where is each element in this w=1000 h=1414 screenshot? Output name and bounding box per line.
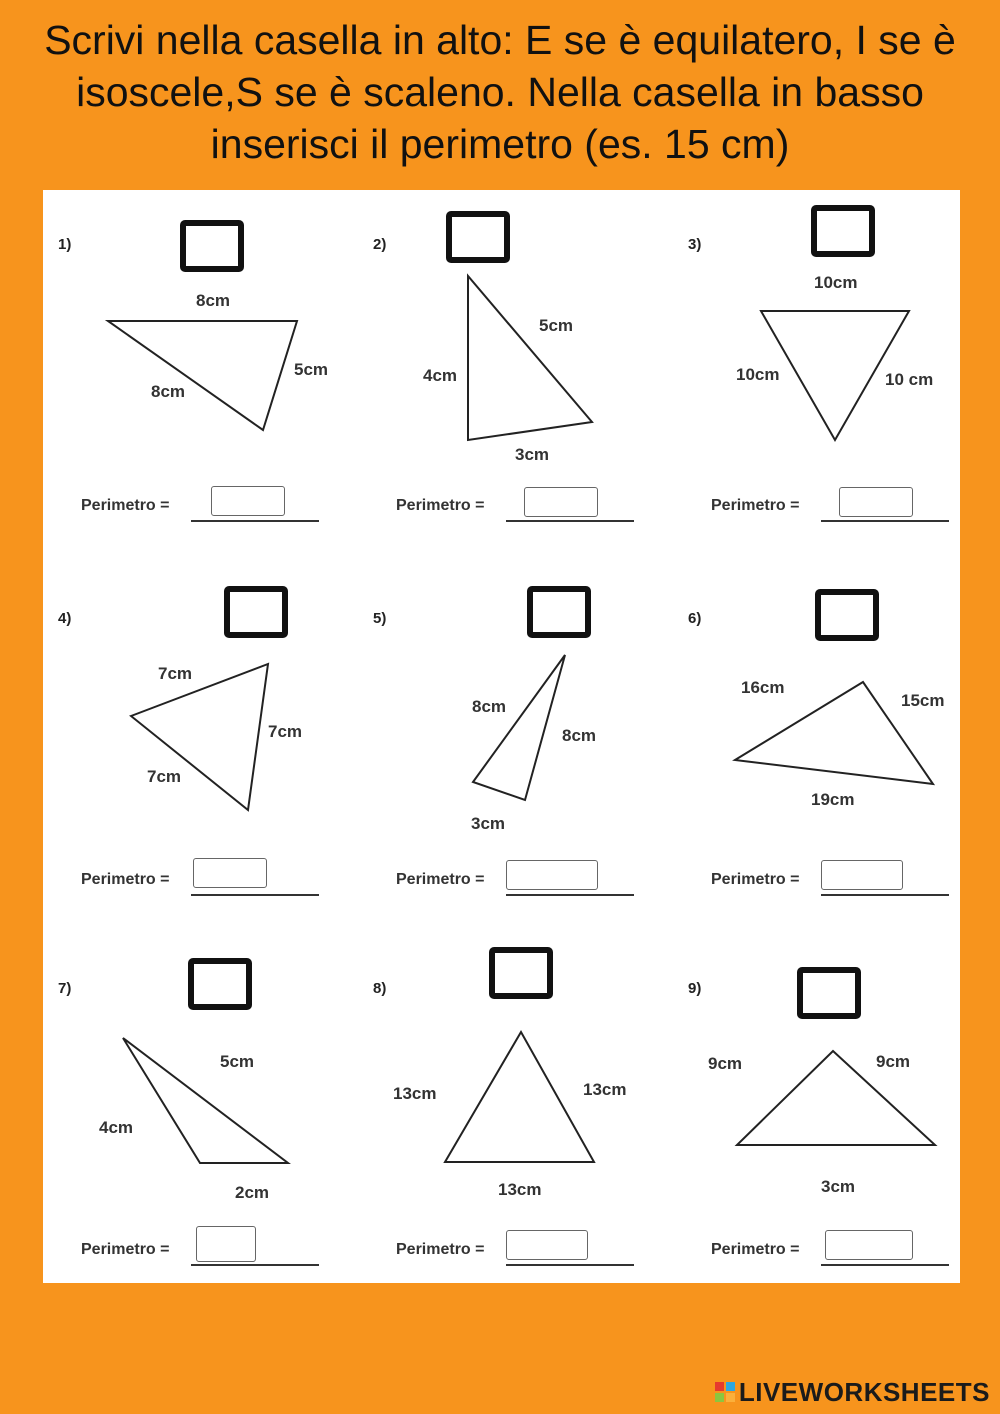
- side-label: 15cm: [901, 691, 945, 710]
- side-label: 8cm: [196, 291, 231, 310]
- side-label: 7cm: [158, 664, 193, 683]
- exercise-1: [43, 190, 358, 555]
- perimeter-label: Perimetro =: [711, 871, 800, 888]
- side-label: 7cm: [268, 722, 303, 741]
- exercise-number: 4): [58, 610, 72, 627]
- perimeter-label: Perimetro =: [396, 497, 485, 514]
- perimeter-underline: [506, 520, 634, 522]
- side-label: 4cm: [423, 366, 458, 385]
- exercise-number: 3): [688, 236, 702, 253]
- perimeter-label: Perimetro =: [81, 1241, 170, 1258]
- side-label: 10cm: [814, 273, 858, 292]
- perimeter-underline: [821, 1264, 949, 1266]
- side-label: 3cm: [471, 814, 506, 833]
- instructions-title: Scrivi nella casella in alto: E se è equilatero, I se è isoscele,S se è scaleno. Nella casella in basso inserisci il perimetro (es. 15 cm): [44, 17, 956, 167]
- exercise-2: [358, 190, 673, 555]
- exercise-number: 1): [58, 236, 72, 253]
- side-label: 8cm: [472, 697, 507, 716]
- perimeter-input[interactable]: [506, 1230, 588, 1260]
- perimeter-input[interactable]: [821, 860, 903, 890]
- side-label: 5cm: [294, 360, 329, 379]
- perimeter-underline: [191, 1264, 319, 1266]
- perimeter-underline: [506, 1264, 634, 1266]
- exercise-7: [43, 934, 358, 1299]
- exercise-4: [43, 564, 358, 929]
- perimeter-input[interactable]: [524, 487, 598, 517]
- perimeter-underline: [821, 520, 949, 522]
- exercise-number: 2): [373, 236, 387, 253]
- side-label: 13cm: [498, 1180, 542, 1199]
- exercise-3: [673, 190, 988, 555]
- perimeter-input[interactable]: [839, 487, 913, 517]
- side-label: 5cm: [539, 316, 574, 335]
- side-label: 9cm: [708, 1054, 743, 1073]
- side-label: 8cm: [151, 382, 186, 401]
- perimeter-label: Perimetro =: [396, 1241, 485, 1258]
- liveworksheets-logo: [715, 1378, 990, 1406]
- side-label: 13cm: [583, 1080, 627, 1099]
- side-label: 3cm: [821, 1177, 856, 1196]
- side-label: 10 cm: [885, 370, 934, 389]
- side-label: 13cm: [393, 1084, 437, 1103]
- exercise-8: [358, 934, 673, 1299]
- perimeter-label: Perimetro =: [396, 871, 485, 888]
- exercise-number: 5): [373, 610, 387, 627]
- exercise-6: [673, 564, 988, 929]
- perimeter-input[interactable]: [211, 486, 285, 516]
- logo-icon: [715, 1382, 735, 1402]
- perimeter-input[interactable]: [193, 858, 267, 888]
- side-label: 3cm: [515, 445, 550, 464]
- side-label: 7cm: [147, 767, 182, 786]
- worksheet: [43, 190, 960, 1283]
- side-label: 19cm: [811, 790, 855, 809]
- perimeter-label: Perimetro =: [81, 497, 170, 514]
- exercise-9: [673, 934, 988, 1299]
- exercise-5: [358, 564, 673, 929]
- exercise-number: 7): [58, 980, 72, 997]
- perimeter-input[interactable]: [825, 1230, 913, 1260]
- exercise-number: 9): [688, 980, 702, 997]
- perimeter-label: Perimetro =: [711, 497, 800, 514]
- side-label: 16cm: [741, 678, 785, 697]
- side-label: 5cm: [220, 1052, 255, 1071]
- perimeter-input[interactable]: [506, 860, 598, 890]
- side-label: 2cm: [235, 1183, 270, 1202]
- perimeter-underline: [191, 894, 319, 896]
- exercise-number: 6): [688, 610, 702, 627]
- perimeter-underline: [821, 894, 949, 896]
- perimeter-underline: [506, 894, 634, 896]
- perimeter-underline: [191, 520, 319, 522]
- side-label: 9cm: [876, 1052, 911, 1071]
- logo-text: LIVEWORKSHEETS: [738, 1376, 990, 1407]
- side-label: 10cm: [736, 365, 780, 384]
- exercise-number: 8): [373, 980, 387, 997]
- perimeter-input[interactable]: [196, 1226, 256, 1262]
- perimeter-label: Perimetro =: [81, 871, 170, 888]
- side-label: 8cm: [562, 726, 597, 745]
- perimeter-label: Perimetro =: [711, 1241, 800, 1258]
- side-label: 4cm: [99, 1118, 134, 1137]
